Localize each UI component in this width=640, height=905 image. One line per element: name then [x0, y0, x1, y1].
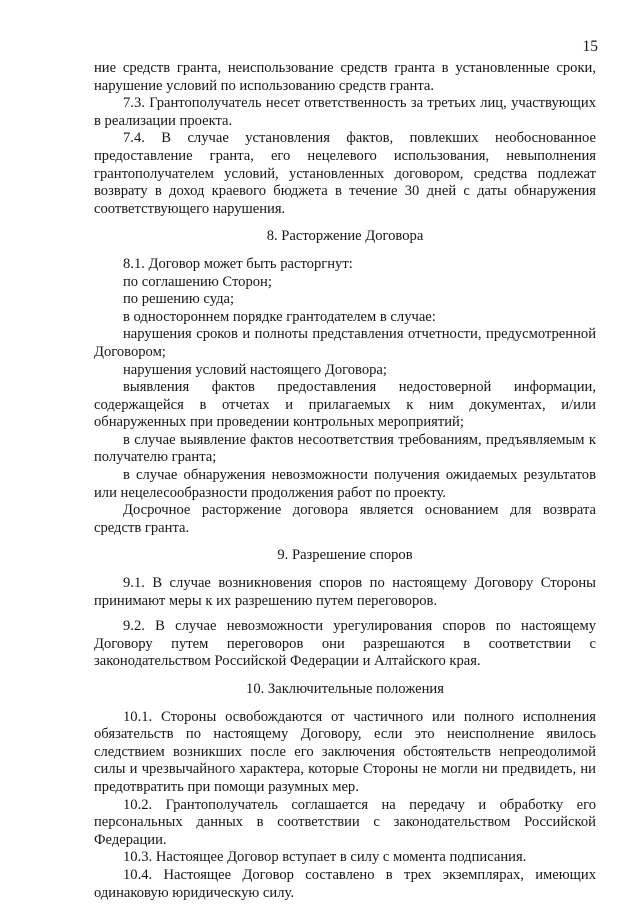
paragraph: 7.3. Грантополучатель несет ответственность за третьих лиц, участвующих в реализации проекта.: [94, 95, 596, 129]
paragraph: в случае выявление фактов несоответствия требованиям, предъявляемым к получателю гранта;: [94, 431, 596, 466]
section-heading: 8. Расторжение Договора: [266, 228, 424, 245]
paragraph: нарушения условий настоящего Договора;: [123, 361, 387, 378]
paragraph: 9.2. В случае невозможности урегулирования споров по настоящему Договору путем переговоров они разрешаются в соответствии с законодательством Российской Федерации и Алтайского края.: [94, 618, 596, 670]
section-heading: 9. Разрешение споров: [277, 547, 413, 564]
paragraph: 10.3. Настоящее Договор вступает в силу с момента подписания.: [123, 849, 527, 866]
paragraph: по соглашению Сторон;: [123, 273, 272, 290]
document-body: [94, 60, 596, 902]
paragraph: 7.4. В случае установления фактов, повлекших необоснованное предоставление гранта, его нецелевого использования, невыполнения грантополучателем условий, установленных договором, средства подлежат возврату в доход краевого бюджета в течение 30 дней с даты обнаружения соответствующего нарушения.: [94, 130, 596, 217]
page-number: 15: [582, 38, 598, 55]
paragraph: 9.1. В случае возникновения споров по настоящему Договору Стороны принимают меры к их разрешению путем переговоров.: [94, 575, 596, 609]
paragraph: в одностороннем порядке грантодателем в случае:: [123, 308, 436, 325]
paragraph: 10.2. Грантополучатель соглашается на передачу и обработку его персональных данных в соответствии с законодательством Российской Федерации.: [94, 796, 596, 848]
paragraph: 10.4. Настоящее Договор составлено в трех экземплярах, имеющих одинаковую юридическую силу.: [94, 866, 596, 901]
paragraph: Досрочное расторжение договора является основанием для возврата средств гранта.: [94, 502, 596, 536]
paragraph: 10.1. Стороны освобождаются от частичного или полного исполнения обязательств по настоящему Договору, если это неисполнение явилось следствием возникших после его заключения обстоятельств непреодолимой силы и чрезвычайного характера, которые Стороны не могли ни предвидеть, ни предотвратить при помощи разумных мер.: [94, 708, 596, 795]
paragraph: нарушения сроков и полноты представления отчетности, предусмотренной Договором;: [94, 326, 596, 360]
paragraph: в случае обнаружения невозможности получения ожидаемых результатов или нецелесообразности продолжения работ по проекту.: [94, 467, 596, 501]
paragraph: 8.1. Договор может быть расторгнут:: [123, 255, 353, 272]
section-heading: 10. Заключительные положения: [246, 681, 444, 697]
paragraph: по решению суда;: [123, 291, 235, 308]
paragraph: выявления фактов предоставления недостоверной информации, содержащейся в отчетах и прилагаемых к ним документах, и/или обнаруженных при проведении контрольных мероприятий;: [94, 379, 596, 431]
paragraph: ние средств гранта, неиспользование средств гранта в установленные сроки, нарушение условий по использованию средств гранта.: [94, 60, 596, 94]
